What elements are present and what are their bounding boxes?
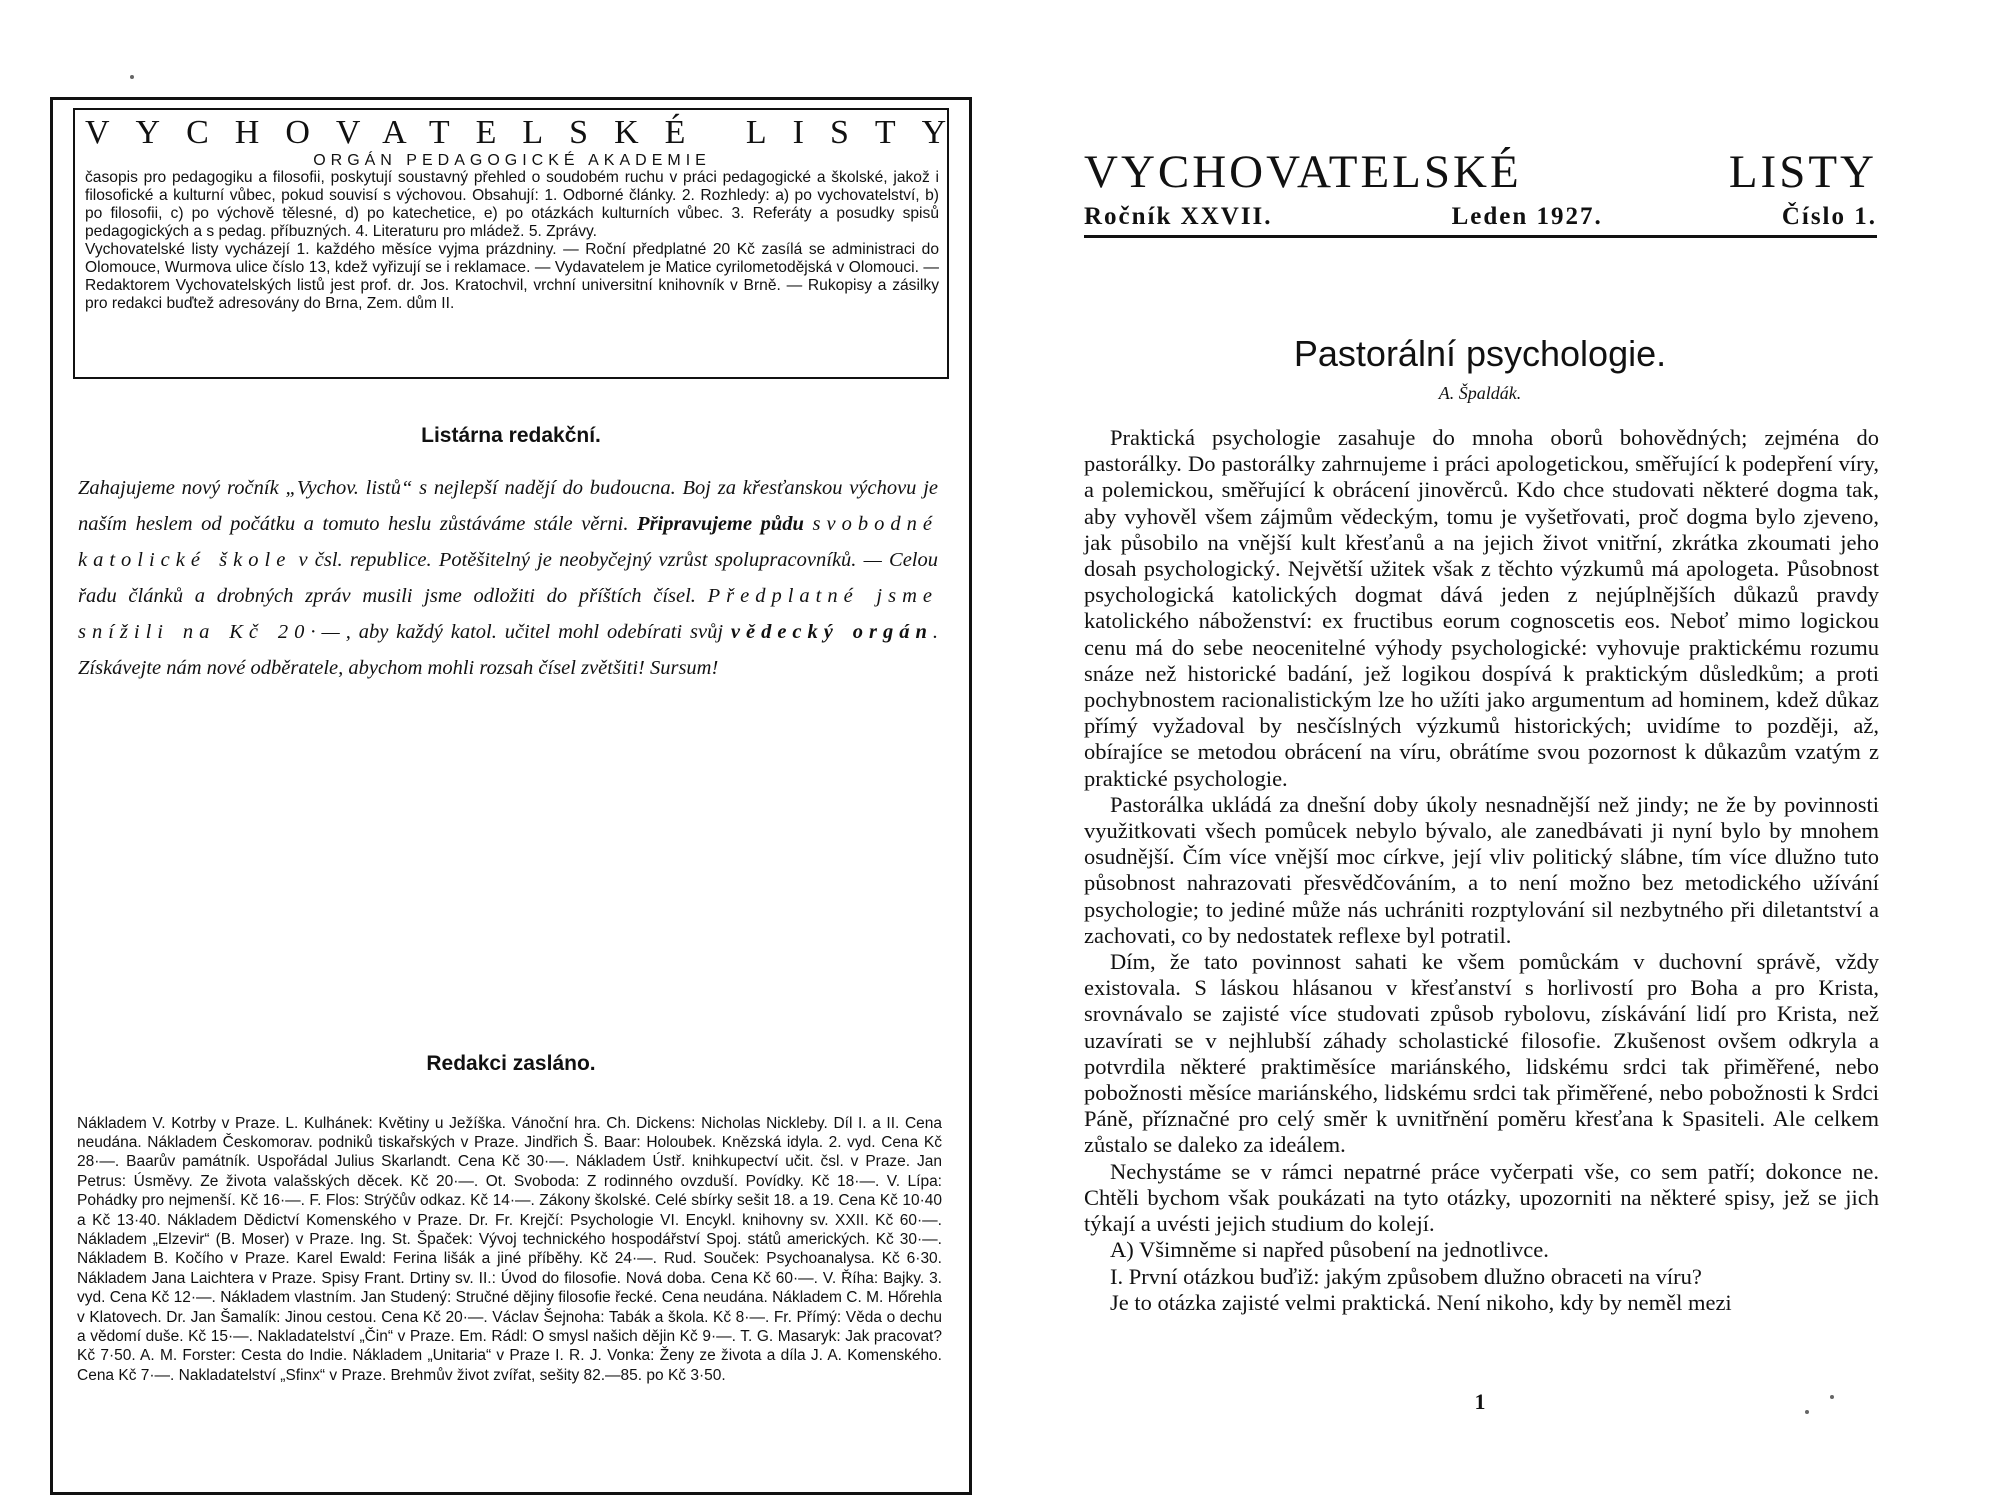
paragraph: I. První otázkou buďiž: jakým způsobem dlužno obraceti na víru? — [1110, 1263, 1702, 1289]
journal-title: VYCHOVATELSKÉ LISTY — [1084, 146, 1877, 198]
listarna-heading: Listárna redakční. — [421, 424, 601, 447]
listarna-text — [78, 470, 938, 686]
masthead-organ: ORGÁN PEDAGOGICKÉ AKADEMIE — [313, 152, 711, 169]
issue-date: Leden 1927. — [1451, 203, 1603, 230]
listarna-part-2: Připravujeme půdu — [637, 513, 813, 535]
listarna-part-6: , aby každý katol. učitel mohl odebírati svůj — [345, 621, 731, 643]
listarna-part-5: Předplatné jsme snížili na Kč 20·— — [78, 585, 938, 643]
article-body — [1084, 425, 1879, 1316]
paragraph: Pastorálka ukládá za dnešní doby úkoly nesnadnější než jindy; ne že by povinnosti využitkovati všech pomůcek nebylo bývalo, ale zanedbávati ji nyní bylo by mnohem osudnější. Čím více vnější moc církve, její vliv politický slábne, tím více dlužno tuto působnost nahrazovati přesvědčováním, a to není možno bez metodického užívání psychologie; to jediné může nás uchrániti rozptylování sil nezbytného při diletantství a zachovati, co by nedostatek reflexe byl potratil. — [1084, 791, 1879, 948]
zaslano-text: Nákladem V. Kotrby v Praze. L. Kulhánek: Květiny u Ježíška. Vánoční hra. Ch. Dickens: Nicholas Nickleby. Díl I. a II. Cena neudána. Nákladem Českomorav. podniků tiskařských v Praze. Jindřich Š. Baar: Holoubek. Knězská idyla. 2. vyd. Cena Kč 28·—. Baarův památník. Uspořádal Julius Skarlandt. Cena Kč 30·—. Nákladem Ústř. knihkupectví učit. čsl. v Praze. Jan Petrus: Úsměvy. Ze života valašských děcek. Kč 20·—. Ot. Svoboda: Z rodinného ovzduší. Povídky. Kč 18·—. V. Lípa: Pohádky pro nejmenší. Kč 16·—. F. Flos: Strýčův odkaz. Kč 14·—. Zákony školské. Celé sbírky sešit 18. a 19. Cena Kč 10·40 a Kč 13·40. Nákladem Dědictví Komenského v Praze. Dr. Fr. Krejčí: Psychologie VI. Encykl. knihovny sv. XXII. Kč 60·—. Nákladem „Elzevir“ (B. Moser) v Praze. Ing. St. Špaček: Vývoj technického hospodářství Spoj. států amerických. Kč 30·—. Nákladem B. Kočího v Praze. Karel Ewald: Ferina lišák a jiné příběhy. Kč 24·—. Rud. Souček: Psychoanalysa. Kč 6·30. Nákladem Jana Laichtera v Praze. Spisy Frant. Drtiny sv. II.: Úvod do filosofie. Nová doba. Cena Kč 60·—. V. Říha: Bajky. 3. vyd. Cena Kč 12·—. Nákladem vlastním. Jan Studený: Stručné dějiny filosofie řecké. Cena neudána. Nákladem C. M. Hőrehla v Klatovech. Dr. Jan Šamalík: Jinou cestou. Cena Kč 20·—. Václav Šejnoha: Tabák a škola. Kč 8·—. Fr. Přímý: Věda o dechu a vědomí duše. Kč 15·—. Nakladatelství „Čin“ v Praze. Em. Rádl: O smysl našich dějin Kč 9·—. T. G. Masaryk: Jak pracovat? Kč 7·50. A. M. Forster: Cesta do Indie. Nákladem „Unitaria“ v Praze I. R. J. Vonka: Ženy ze života a díla J. A. Komenského. Cena Kč 7·—. Nakladatelství „Sfinx“ v Praze. Brehmův život zvířat, sešity 82.—85. po Kč 3·50. — [77, 1114, 942, 1384]
masthead-title: VYCHOVATELSKÉ LISTY — [85, 114, 973, 151]
scan-speck — [1805, 1410, 1809, 1414]
masthead-description: časopis pro pedagogiku a filosofii, poskytují soustavný přehled o soudobém ruchu v práci pedagogické a školské, jakož i filosofické a kulturní vůbec, pokud souvisí s výchovou. Obsahují: 1. Odborné články. 2. Rozhledy: a) po vychovatelství, b) po filosofii, c) po výchově tělesné, d) po katechetice, e) po otázkách kulturních vůbec. 3. Referáty a posudky spisů pedagogických a s pedag. příbuzných. 4. Literaturu pro mládež. 5. Zprávy. — [85, 169, 939, 240]
masthead-publication-info: Vychovatelské listy vycházejí 1. každého měsíce vyjma prázdniny. — Roční předplatné 20 Kč zasílá se administraci do Olomouce, Wurmova ulice číslo 13, kdež vyřizují se i reklamace. — Vydavatelem je Matice cyrilometodějská v Olomouci. — Redaktorem Vychovatelských listů jest prof. dr. Jos. Kratochvil, vrchní universitní knihovník v Brně. — Rukopisy a zásilky pro redakci buďtež adresovány do Brna, Zem. dům II. — [85, 241, 939, 312]
paragraph: Je to otázka zajisté velmi praktická. Není nikoho, kdy by neměl mezi — [1110, 1289, 1732, 1315]
listarna-part-3: svobodné katolické škole — [78, 513, 938, 571]
scan-speck — [130, 75, 134, 79]
paragraph: A) Všimněme si napřed působení na jednotlivce. — [1110, 1237, 1549, 1263]
issue-number: Číslo 1. — [1781, 203, 1877, 230]
header-rule — [1084, 235, 1877, 238]
left-page-frame — [50, 97, 972, 1495]
scan-speck — [1830, 1395, 1834, 1399]
paragraph: Nechystáme se v rámci nepatrné práce vyčerpati vše, co sem patří; dokonce ne. Chtěli bychom však poukázati na tyto otázky, upozorniti na některé spisy, jež se jich týkají a uvésti jejich studium do kolejí. — [1084, 1158, 1879, 1237]
paragraph: Dím, že tato povinnost sahati ke všem pomůckám v duchovní správě, vždy existovala. S láskou hlásanou v křesťanství s horlivostí pro Boha a pro Krista, srovnávalo se zajisté více studovati způsob rybolovu, získávání lidí pro Krista, než uzavírati se v nejhlubší záhady scholastické filosofie. Zkušenost ovšem odkryla a potvrdila některé praktiměsíce mariánského, lidskému srdci tak přiměřené, nebo pobožnosti měsíce mariánského, lidskému srdci tak přiměřené, nebo pobožnosti k Srdci Páně, příznačné pro celý směr k uvnitřnění poměru křesťana k Spasiteli. Ale celkem zůstalo se daleko za ideálem. — [1084, 949, 1879, 1158]
zaslano-heading: Redakci zasláno. — [426, 1052, 596, 1075]
paragraph: Praktická psychologie zasahuje do mnoha oborů bohovědných; zejména do pastorálky. Do pastorálky zahrnujeme i práci apologetickou, směřující k podepření víry, a polemickou, směřující k obrácení jinověrců. Kdo chce studovati některé dogma tak, aby vyhověl všem zájmům vědeckým, tomu je vyšetřovati, proč dogma bylo zjeveno, jak působilo na vnější kult křesťanů a na jejich život vnitřní, zkrátka zkoumati jeho dosah psychologický. Největší užitek však z těchto výzkumů má apologeta. Působnost psychologická katolických dogmat dává jeden z nejúplnějších důkazů pravdy katolického náboženství: ex fructibus eorum cognoscetis eos. Neboť mimo logickou cenu má do sebe neocenitelné výhody psychologické: vyhovuje praktickému rozumu snáze než historické badání, jež logikou dospívá k praktickým důsledkům; a proti pochybnostem racionalistickým lze ho užíti jako argumentum ad hominem, kdež důkaz přímý vyžadoval by nesčíslných výzkumů historických; uvidíme to později, až, obírajíce se metodou obrácení na víru, obrátíme svou pozornost k důkazům vzatým z praktické psychologie. — [1084, 425, 1879, 791]
listarna-part-8: . Získávejte nám nové odběratele, abychom mohli rozsah čísel zvětšiti! Sursum! — [78, 621, 939, 679]
right-page — [1080, 0, 1880, 1500]
article-title: Pastorální psychologie. — [1293, 333, 1667, 374]
volume: Ročník XXVII. — [1084, 203, 1273, 230]
listarna-part-4: v čsl. republice. Potěšitelný je neobyčejný vzrůst spolupracovníků. — Celou řadu článků a drobných zpráv musili jsme odložiti do příštích čísel. — [78, 549, 938, 607]
article-author: A. Špaldák. — [1438, 383, 1522, 403]
masthead-box — [73, 108, 973, 379]
listarna-part-7: vědecký orgán — [730, 621, 933, 643]
page-number: 1 — [1474, 1389, 1486, 1414]
issue-meta — [1084, 203, 1877, 231]
listarna-part-1: Zahajujeme nový ročník „Vychov. listů“ s nejlepší nadějí do budoucna. Boj za křesťanskou výchovu je naším heslem od počátku a tomuto heslu zůstáváme stále věrni. — [78, 477, 938, 535]
